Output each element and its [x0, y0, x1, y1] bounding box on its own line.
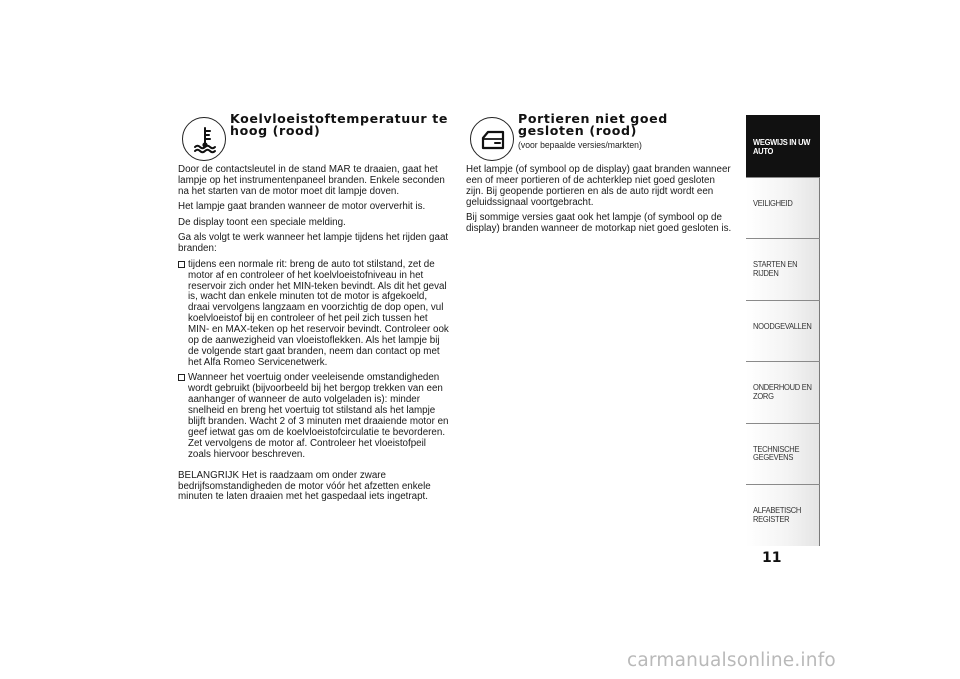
- paragraph: Door de contactsleutel in de stand MAR te draaien, gaat het lampje op het instrumentenpaneel branden. Enkele seconden na het starten van de motor moet dit lampje doven.: [178, 164, 445, 197]
- tab-noodgevallen[interactable]: [746, 300, 820, 362]
- checkbox-bullet-icon: [178, 374, 185, 381]
- tab-label: NOODGEVALLEN: [753, 321, 812, 331]
- paragraph: De display toont een speciale melding.: [178, 216, 346, 228]
- door-open-icon: [470, 117, 514, 161]
- tab-veiligheid[interactable]: [746, 177, 820, 239]
- tab-label: ALFABETISCH REGISTER: [753, 506, 802, 524]
- tab-label: TECHNISCHE GEGEVENS: [753, 444, 800, 463]
- instruction-list: [178, 260, 450, 461]
- checkbox-bullet-icon: [178, 261, 185, 268]
- paragraph: Bij sommige versies gaat ook het lampje (of symbool op de display) branden wanneer de motorkap niet goed gesloten is.: [466, 212, 732, 235]
- list-item-text: tijdens een normale rit: breng de auto tot stilstand, zet de motor af en controleer of het koelvloeistofniveau in het reservoir zich onder het MIN-teken bevindt. Als dit het geval is, wacht dan enkele minuten tot de motor is afgekoeld, draai vervolgens langzaam en voorzichtig de dop open, vul koelvloeistof bij en controleer of het peil zich tussen het MIN- en MAX-teken op het reservoir bevindt. Controleer ook op de aanwezigheid van vloeistoflekken. Als het lampje bij de volgende start gaat branden, neem dan contact op met het Alfa Romeo Servicenetwerk.: [188, 258, 449, 368]
- tab-label: VEILIGHEID: [753, 198, 793, 208]
- coolant-section-title: Koelvloeistoftemperatuur te hoog (rood): [230, 111, 448, 139]
- paragraph: Het lampje gaat branden wanneer de motor oververhit is.: [178, 201, 426, 213]
- tab-starten-en-rijden[interactable]: [746, 238, 820, 300]
- page-number: 11: [762, 550, 782, 566]
- chapter-tabs: [746, 115, 820, 546]
- coolant-section-header: [178, 113, 450, 165]
- door-section-body: [466, 165, 732, 235]
- door-section-header: [466, 113, 732, 165]
- tab-divider: [819, 301, 820, 362]
- paragraph: Ga als volgt te werk wanneer het lampje tijdens het rijden gaat branden:: [178, 232, 449, 255]
- tab-divider: [819, 362, 820, 423]
- list-item-text: Wanneer het voertuig onder veeleisende omstandigheden wordt gebruikt (bijvoorbeeld bij het bergop trekken van een aanhanger of wanneer de auto volgeladen is): minder snelheid en breng het voertuig tot stilstand als het lampje blijft branden. Wacht 2 of 3 minuten met draaiende motor en geef ietwat gas om de koelvloeistofcirculatie te bevorderen. Zet vervolgens de motor af. Controleer het vloeistofpeil zoals hiervoor beschreven.: [188, 372, 449, 460]
- important-note: BELANGRIJK Het is raadzaam om onder zware bedrijfsomstandigheden de motor vóór het afzetten enkele minuten te laten draaien met het gaspedaal iets ingetrapt.: [178, 469, 431, 503]
- paragraph: Het lampje (of symbool op de display) gaat branden wanneer een of meer portieren of de achterklep niet goed gesloten zijn. Bij geopende portieren en als de auto rijdt wordt een geluidssignaal voortgebracht.: [466, 164, 731, 208]
- tab-divider: [819, 178, 820, 239]
- coolant-temperature-icon: [182, 117, 226, 161]
- tab-wegwijs-in-uw-auto[interactable]: [746, 115, 820, 177]
- tab-label: ONDERHOUD EN ZORG: [753, 383, 812, 401]
- tab-label: STARTEN EN RIJDEN: [753, 260, 798, 278]
- tab-divider: [819, 239, 820, 300]
- door-section-subtitle: (voor bepaalde versies/markten): [518, 140, 642, 151]
- door-section-title: Portieren niet goed gesloten (rood): [518, 111, 668, 139]
- coolant-section: [178, 113, 450, 508]
- list-item: [178, 373, 450, 460]
- tab-onderhoud-en-zorg[interactable]: [746, 361, 820, 423]
- tab-technische-gegevens[interactable]: [746, 423, 820, 485]
- list-item: [178, 260, 450, 369]
- tab-divider: [819, 485, 820, 546]
- door-section: [466, 113, 732, 240]
- tab-alfabetisch-register[interactable]: [746, 484, 820, 546]
- coolant-section-body: [178, 165, 450, 503]
- tab-divider: [819, 424, 820, 485]
- watermark: carmanualsonline.info: [627, 650, 836, 671]
- tab-label: WEGWIJS IN UW AUTO: [753, 138, 811, 156]
